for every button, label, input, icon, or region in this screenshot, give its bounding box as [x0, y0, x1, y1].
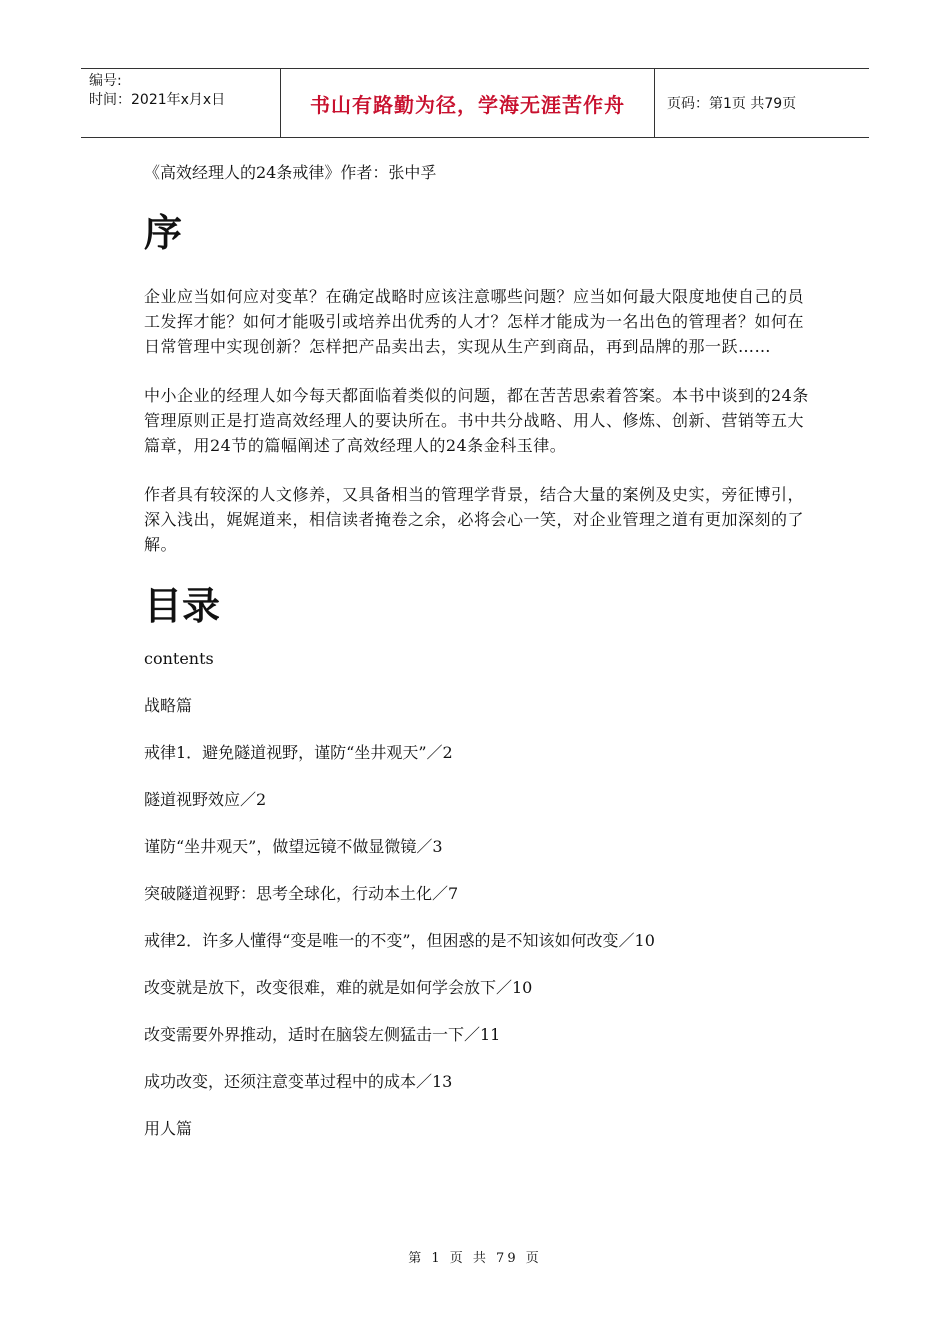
- page-header: [81, 68, 869, 138]
- doc-subtitle: 《高效经理人的24条戒律》作者：张中孚: [144, 163, 437, 182]
- toc-item: 戒律2．许多人懂得“变是唯一的不变”，但困惑的是不知该如何改变／10: [144, 931, 655, 950]
- header-left-cell: [81, 69, 281, 137]
- toc-item: 戒律1．避免隧道视野，谨防“坐井观天”／2: [144, 743, 453, 762]
- toc-item: 战略篇: [144, 696, 193, 715]
- toc-item: 隧道视野效应／2: [144, 790, 267, 809]
- toc-item: 用人篇: [144, 1119, 193, 1138]
- toc-item: 谨防“坐井观天”，做望远镜不做显微镜／3: [144, 837, 443, 856]
- toc-item: 突破隧道视野：思考全球化，行动本土化／7: [144, 884, 459, 903]
- preface-paragraph: 中小企业的经理人如今每天都面临着类似的问题，都在苦苦思索着答案。本书中谈到的24条管理原则正是打造高效经理人的要诀所在。书中共分战略、用人、修炼、创新、营销等五大篇章，用24节的篇幅阐述了高效经理人的24条金科玉律。: [144, 386, 809, 455]
- toc-subheading: contents: [144, 649, 214, 668]
- number-label: 编号:: [89, 73, 122, 89]
- date-label: 时间：2021年x月x日: [89, 92, 226, 108]
- toc-item: 改变需要外界推动，适时在脑袋左侧猛击一下／11: [144, 1025, 501, 1044]
- toc-heading: 目录: [144, 584, 221, 628]
- toc-item: 改变就是放下，改变很难，难的就是如何学会放下／10: [144, 978, 533, 997]
- preface-paragraph: 作者具有较深的人文修养，又具备相当的管理学背景，结合大量的案例及史实，旁征博引，深入浅出，娓娓道来，相信读者掩卷之余，必将会心一笑，对企业管理之道有更加深刻的了解。: [144, 485, 805, 554]
- motto-text: 书山有路勤为径，学海无涯苦作舟: [310, 92, 625, 117]
- toc-item: 成功改变，还须注意变革过程中的成本／13: [144, 1072, 453, 1091]
- page-footer: 第 1 页 共 79 页: [408, 1251, 542, 1266]
- header-motto-cell: [281, 69, 655, 137]
- header-page-info: 页码：第1页 共79页: [667, 96, 797, 112]
- preface-heading: 序: [144, 211, 183, 255]
- document-body: [144, 158, 814, 1164]
- preface-paragraph: 企业应当如何应对变革？在确定战略时应该注意哪些问题？应当如何最大限度地使自己的员工发挥才能？如何才能吸引或培养出优秀的人才？怎样才能成为一名出色的管理者？如何在日常管理中实现创新？怎样把产品卖出去，实现从生产到商品，再到品牌的那一跃……: [144, 287, 805, 356]
